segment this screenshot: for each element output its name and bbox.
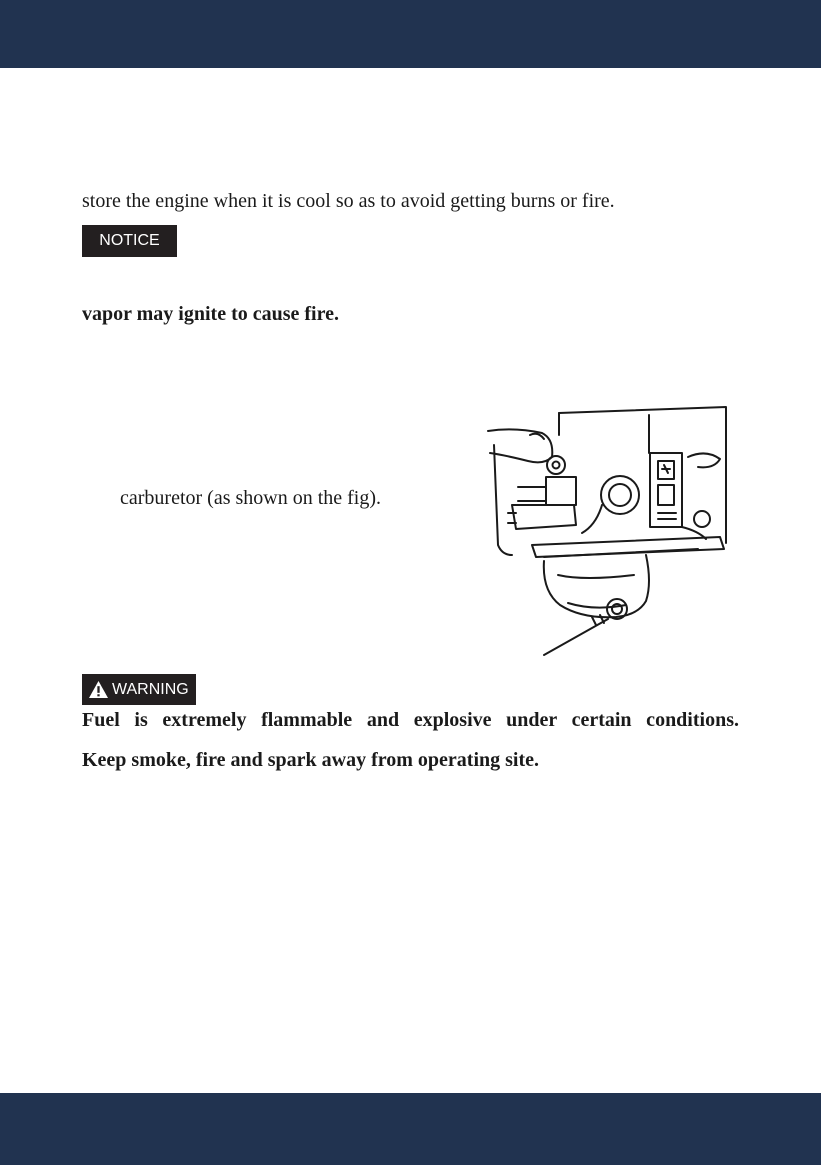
smoke-fire-warning-text: Keep smoke, fire and spark away from operating site. <box>82 749 540 771</box>
warning-label-text: WARNING <box>112 680 189 698</box>
footer-band <box>0 1093 821 1165</box>
vapor-warning-text: vapor may ignite to cause fire. <box>82 303 340 325</box>
header-band <box>0 0 821 68</box>
storage-instruction-text: store the engine when it is cool so as to avoid getting burns or fire. <box>82 190 615 212</box>
fuel-flammable-warning-text: Fuel is extremely flammable and explosive under certain conditions. <box>82 709 739 731</box>
warning-label <box>82 674 196 705</box>
carburetor-instruction-text: carburetor (as shown on the fig). <box>120 487 382 509</box>
carburetor-drain-figure <box>484 405 744 660</box>
warning-triangle-icon <box>88 680 109 699</box>
notice-label: NOTICE <box>82 225 177 257</box>
